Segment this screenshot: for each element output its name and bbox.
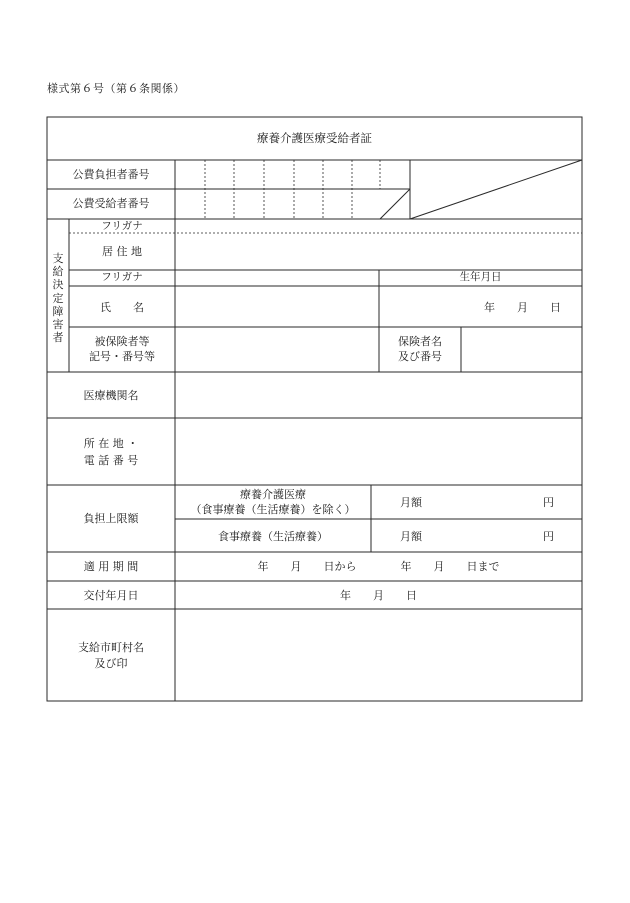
residence-furigana-field[interactable] [176,220,581,232]
recipient-number-label: 公費受給者番号 [72,197,150,210]
insured-id-field[interactable] [176,328,378,371]
residence-field[interactable] [176,234,581,269]
municipality-seal-field[interactable] [176,610,581,700]
address-phone-field[interactable] [176,419,581,484]
issue-date-label: 交付年月日 [83,589,139,602]
limit-label: 負担上限額 [83,512,139,525]
certificate-title: 療養介護医療受給者証 [257,131,372,145]
yen-label-1: 円 [543,496,554,509]
municipality-label-line1: 支給市町村名 [78,641,144,654]
care-label-line1: 療養介護医療 [240,488,306,501]
meal-label: 食事療養（生活療養） [218,530,328,543]
institution-field[interactable] [176,373,581,417]
insured-id-label-line1: 被保険者等 [94,335,150,348]
insurer-label-line2: 及び番号 [398,350,442,363]
address-label-line1: 所 在 地 ・ [83,437,139,450]
name-label: 氏 名 [100,301,144,314]
period-label: 適 用 期 間 [83,560,139,573]
payer-number-label: 公費負担者番号 [72,168,150,181]
recipient-number-field[interactable] [176,190,379,218]
issue-date-value[interactable]: 年 月 日 [340,589,417,602]
name-furigana-label: フリガナ [101,271,143,283]
name-field[interactable] [176,287,378,326]
beneficiary-side-label: 支 給 決 定 障 害 者 [52,252,64,345]
birth-date-value[interactable]: 年 月 日 [484,301,561,314]
insured-id-label-line2: 記号・番号等 [89,350,155,363]
institution-label: 医療機関名 [83,389,139,402]
insurer-field[interactable] [462,328,581,371]
residence-label: 居 住 地 [102,245,142,258]
period-value[interactable]: 年 月 日から 年 月 日まで [257,560,500,573]
payer-number-field[interactable] [176,161,409,188]
birth-date-label: 生年月日 [459,271,502,283]
meal-monthly-amount-field[interactable] [430,522,538,550]
form-reference: 様式第６号（第６条関係） [47,82,185,95]
insurer-label-line1: 保険者名 [398,335,442,348]
name-furigana-field[interactable] [176,271,378,285]
address-label-line2: 電 話 番 号 [83,454,139,467]
municipality-label-line2: 及び印 [94,657,128,670]
care-monthly-amount-field[interactable] [430,488,538,516]
furigana-label: フリガナ [101,220,143,232]
monthly-amount-label-1: 月額 [400,496,422,509]
care-label-line2: （食事療養（生活療養）を除く） [190,503,356,516]
monthly-amount-label-2: 月額 [400,530,422,543]
yen-label-2: 円 [543,530,554,543]
